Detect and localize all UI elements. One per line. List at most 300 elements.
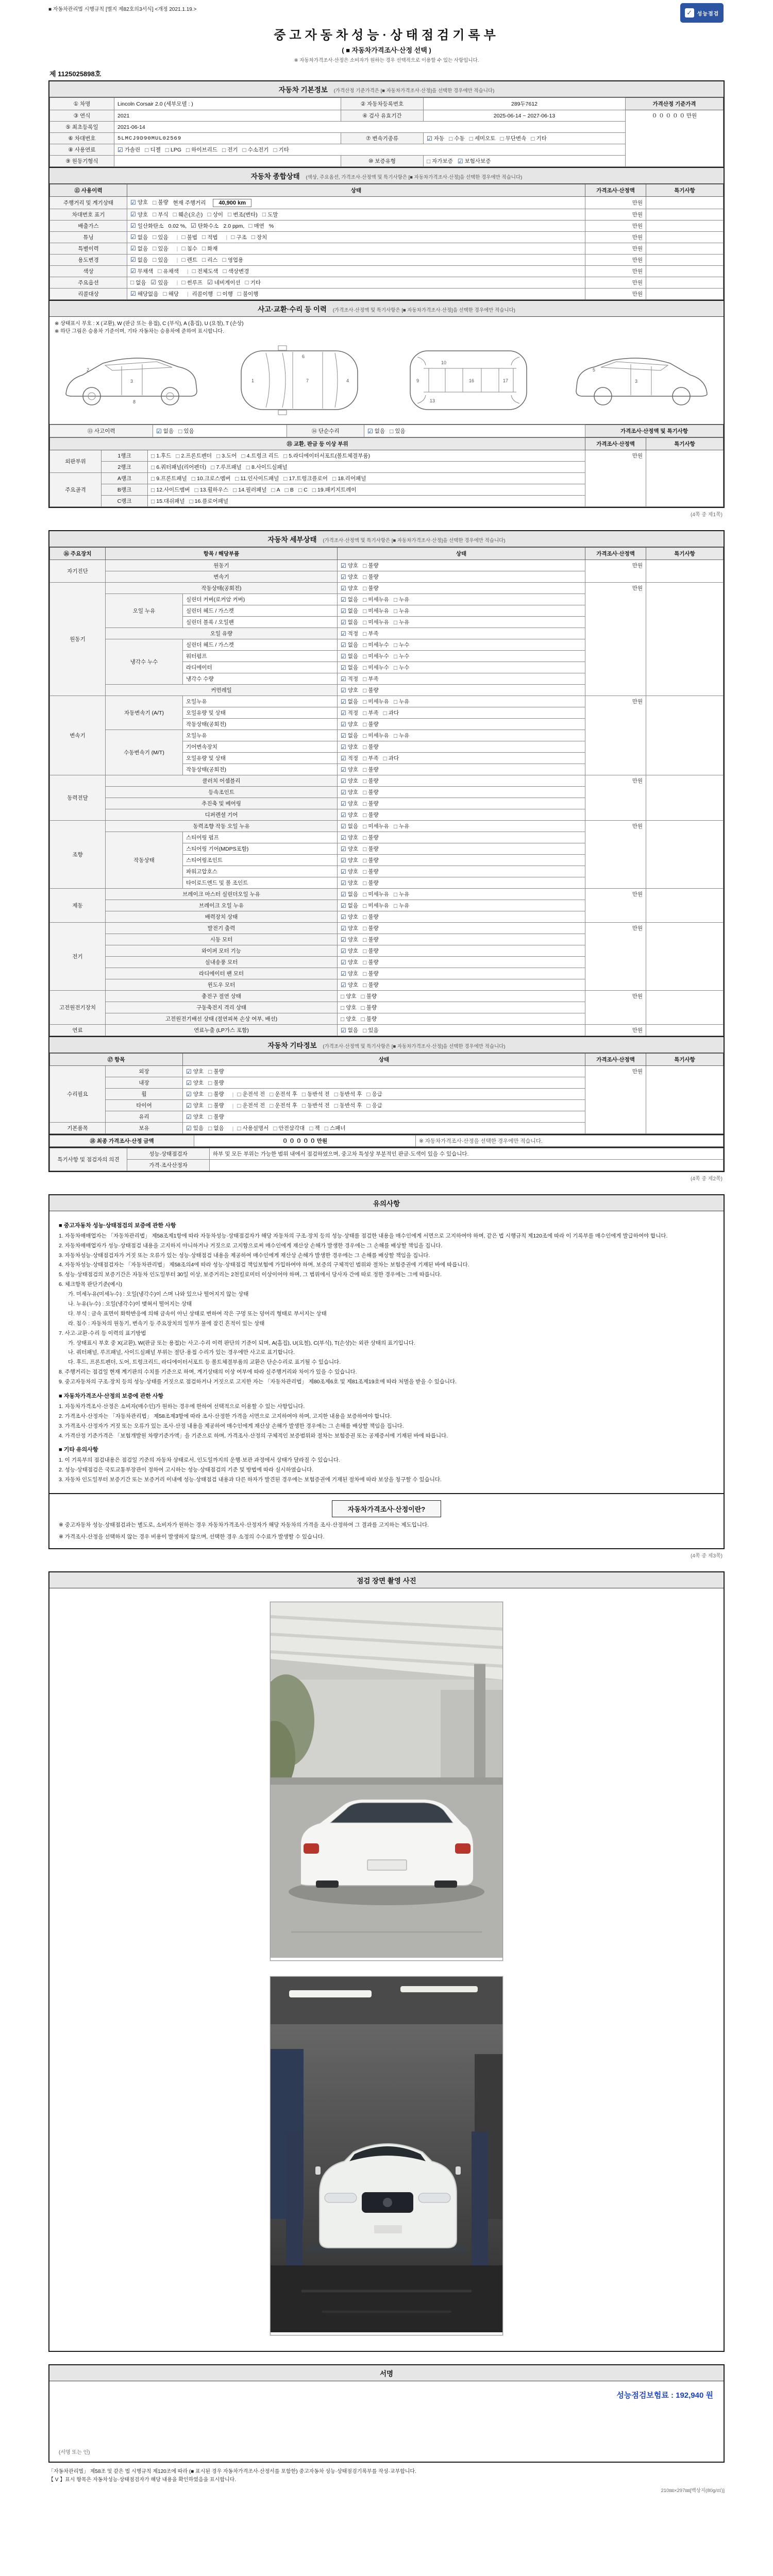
checkbox-label: 리스 (207, 257, 218, 263)
checkbox-option[interactable] (270, 1090, 297, 1098)
checkbox-option[interactable] (189, 497, 228, 505)
unchecked-checkbox-icon: □ (363, 890, 367, 898)
notice-line: 4. 가격산정 기준가격은 「보험개발원 차량기준가액」을 기준으로 하며, 가격조사·산정의 구체적인 보증범위와 절차는 보험증권 또는 공제증서에 기재된 바에 따릅니다. (59, 1432, 448, 1439)
checkbox-option[interactable] (130, 245, 148, 252)
checkbox-option[interactable] (158, 267, 179, 275)
checked-checkbox-icon: ☑ (341, 686, 346, 694)
checkbox-option[interactable] (363, 675, 379, 683)
checkbox-option[interactable] (228, 211, 258, 218)
checkbox-option[interactable] (341, 902, 358, 909)
checkbox-option[interactable] (341, 743, 358, 751)
checkbox-option[interactable] (341, 913, 358, 921)
checkbox-label: 미세누유 (368, 733, 389, 739)
checkbox-label: 적정 (347, 676, 359, 682)
value-cell: 라디에이터 (183, 662, 338, 673)
checkbox-option[interactable] (341, 709, 358, 717)
checkbox-option[interactable] (363, 879, 379, 887)
checkbox-option[interactable] (341, 675, 358, 683)
checkbox-option[interactable] (341, 936, 358, 943)
checkbox-option[interactable] (241, 452, 279, 460)
checkbox-option[interactable] (363, 822, 389, 830)
checkbox-option[interactable] (341, 800, 358, 807)
checkbox-option[interactable] (302, 1090, 330, 1098)
checkbox-option[interactable] (332, 474, 366, 482)
checkbox-option[interactable] (130, 211, 148, 218)
checkbox-option[interactable] (394, 618, 410, 626)
unchecked-checkbox-icon: □ (393, 902, 398, 909)
checkbox-option[interactable] (363, 641, 389, 649)
checkbox-option[interactable] (363, 811, 379, 819)
checkbox-option[interactable] (153, 233, 169, 241)
checked-checkbox-icon: ☑ (341, 596, 346, 603)
checkbox-option[interactable] (130, 222, 163, 230)
notice-line: 다. 부식 : 금속 표면이 화학반응에 의해 금속이 아닌 상태로 변하여 작은 구멍 또는 덩어리 형태로 부서지는 상태 (68, 1310, 327, 1317)
unchecked-checkbox-icon: □ (237, 1090, 241, 1098)
checkbox-option[interactable] (363, 720, 379, 728)
column-header: ⑯ 주요장치 (50, 548, 106, 560)
checkbox-option[interactable] (341, 958, 358, 966)
checkbox-option[interactable] (302, 1101, 330, 1109)
section-subtitle-text: (가격조사·산정액 및 특기사항은 [■ 자동차가격조사·산정]을 선택한 경우에만 적습니다) (323, 1044, 506, 1049)
checkbox-option[interactable] (246, 463, 288, 471)
checkbox-option[interactable] (363, 630, 379, 637)
checkbox-option[interactable] (363, 754, 379, 762)
checkbox-option[interactable] (192, 474, 231, 482)
unchecked-checkbox-icon: □ (227, 211, 232, 218)
value-cell (646, 277, 724, 288)
checkbox-option[interactable] (237, 1090, 265, 1098)
checkbox-option[interactable] (186, 1067, 204, 1075)
checkbox-option[interactable] (334, 1090, 362, 1098)
checkbox-option[interactable] (151, 497, 184, 505)
checkbox-option[interactable] (469, 134, 496, 142)
option-group (127, 265, 585, 277)
checkbox-option[interactable] (341, 1015, 357, 1023)
checkbox-option[interactable] (341, 788, 358, 796)
checkbox-option[interactable] (363, 936, 379, 943)
checkbox-option[interactable] (383, 709, 399, 717)
checkbox-option[interactable] (341, 992, 357, 1000)
checkbox-option[interactable] (130, 198, 148, 206)
unchecked-checkbox-icon: □ (393, 822, 398, 830)
checkbox-option[interactable] (153, 245, 169, 252)
checkbox-option[interactable] (341, 596, 358, 603)
checkbox-label: 있음 (158, 234, 169, 241)
checkbox-option[interactable] (191, 222, 219, 230)
checkbox-label: 불량 (368, 982, 379, 988)
checkbox-option[interactable] (186, 1090, 204, 1098)
checkbox-option[interactable] (390, 427, 406, 435)
section-basic-info (48, 80, 725, 168)
checkbox-option[interactable] (341, 890, 358, 898)
option-group (364, 425, 585, 437)
checkbox-option[interactable] (270, 1101, 297, 1109)
row-label: 외장 (106, 1066, 183, 1077)
checkbox-option[interactable] (186, 1113, 204, 1121)
option-group (338, 1013, 585, 1025)
option-group (183, 1077, 585, 1089)
checkbox-option[interactable] (363, 743, 379, 751)
checkbox-label: 해당 (168, 291, 179, 297)
option-group (338, 707, 585, 719)
checkbox-option[interactable] (361, 1004, 377, 1011)
checkbox-option[interactable] (231, 233, 247, 241)
checkbox-option[interactable] (341, 573, 358, 581)
checkbox-label: 자가보증 (432, 158, 453, 164)
checkbox-option[interactable] (208, 1090, 224, 1098)
checked-checkbox-icon: ☑ (341, 788, 346, 796)
checkbox-option[interactable] (341, 630, 358, 637)
checkbox-option[interactable] (181, 245, 197, 252)
unchecked-checkbox-icon: □ (363, 732, 367, 739)
unchecked-checkbox-icon: □ (393, 652, 398, 660)
checkbox-option[interactable] (363, 958, 379, 966)
checkbox-label: 보험사보증 (464, 158, 491, 164)
checkbox-option[interactable] (367, 427, 385, 435)
unchecked-checkbox-icon: □ (363, 958, 367, 966)
checkbox-option[interactable] (235, 474, 279, 482)
checkbox-option[interactable] (173, 211, 203, 218)
pricing-info-line-2: ※ 가격조사·산정을 선택하지 않는 경우 비용이 발생하지 않으며, 선택한 경우 소정의 수수료가 발생할 수 있습니다. (59, 1534, 325, 1540)
checkbox-option[interactable] (233, 486, 266, 494)
checkbox-option[interactable] (165, 147, 181, 153)
checkbox-option[interactable] (394, 902, 410, 909)
checkbox-label: 없음 (347, 619, 359, 625)
checkbox-option[interactable] (394, 652, 410, 660)
checkbox-option[interactable] (145, 146, 161, 154)
checkbox-option[interactable] (341, 981, 358, 989)
checkbox-option[interactable] (341, 607, 358, 615)
checkbox-option[interactable] (341, 1026, 358, 1034)
checkbox-option[interactable] (363, 698, 389, 705)
checkbox-option[interactable] (130, 256, 148, 264)
section-subtitle-text: (색상, 주요옵션, 가격조사·산정액 및 특기사항은 [■ 자동차가격조사·산정]을 선택한 경우에만 적습니다) (306, 175, 523, 180)
checkbox-option[interactable] (363, 777, 379, 785)
checkbox-option[interactable] (363, 800, 379, 807)
checkbox-option[interactable] (363, 596, 389, 603)
checkbox-option[interactable] (341, 879, 358, 887)
option-group (338, 821, 585, 832)
checkbox-option[interactable] (156, 427, 174, 435)
checkbox-label: 양호 (347, 812, 359, 818)
checkbox-option[interactable] (341, 924, 358, 932)
checkbox-option[interactable] (341, 720, 358, 728)
checkbox-label: 불량 (368, 767, 379, 773)
checkbox-option[interactable] (334, 1101, 362, 1109)
option-group (127, 254, 585, 265)
checkbox-option[interactable] (153, 198, 169, 206)
checkbox-option[interactable] (238, 290, 259, 298)
checkbox-option[interactable] (130, 267, 153, 275)
checkbox-option[interactable] (245, 279, 261, 286)
unchecked-checkbox-icon: □ (363, 811, 367, 819)
checkbox-label: 없음 (347, 699, 359, 705)
checkbox-option[interactable] (363, 913, 379, 921)
checkbox-option[interactable] (186, 1101, 204, 1109)
checkbox-option[interactable] (207, 279, 240, 286)
value-cell: 만원 (585, 209, 646, 220)
checkbox-label: 불량 (368, 971, 379, 977)
option-group (127, 243, 585, 254)
checkbox-option[interactable] (285, 487, 294, 493)
checkbox-option[interactable] (363, 902, 389, 909)
checkbox-option[interactable] (208, 1067, 224, 1075)
svg-text:17: 17 (503, 378, 509, 383)
checkbox-option[interactable] (394, 641, 410, 649)
row-label: 와이퍼 모터 기능 (106, 945, 338, 957)
checkbox-option[interactable] (130, 233, 148, 241)
checkbox-option[interactable] (273, 1124, 305, 1132)
checkbox-option[interactable] (363, 856, 379, 864)
checkbox-option[interactable] (363, 562, 379, 569)
checkbox-option[interactable] (366, 1090, 382, 1098)
checkbox-option[interactable] (181, 256, 197, 264)
basic-info-table (49, 97, 724, 167)
checkbox-option[interactable] (341, 584, 358, 592)
checked-checkbox-icon: ☑ (341, 800, 346, 807)
checkbox-label: 불량 (368, 914, 379, 920)
checkbox-option[interactable] (363, 788, 379, 796)
checked-checkbox-icon: ☑ (186, 1113, 192, 1121)
checkbox-label: 무단변속 (505, 135, 527, 142)
checkbox-option[interactable] (394, 698, 410, 705)
option-group (127, 220, 585, 231)
checkbox-option[interactable] (192, 267, 219, 275)
checkbox-option[interactable] (449, 134, 465, 142)
checkbox-label: 불량 (366, 993, 377, 999)
checkbox-option[interactable] (186, 1124, 204, 1132)
checkbox-option[interactable] (341, 970, 358, 977)
checkbox-option[interactable] (202, 256, 218, 264)
checkbox-option[interactable] (186, 146, 217, 154)
notice-line: 다. 후드, 프론트펜더, 도어, 트렁크리드, 라디에이터서포트 등 볼트체결부품의 교환은 단순수리로 표기될 수 있습니다. (68, 1359, 341, 1366)
unchecked-checkbox-icon: □ (231, 233, 235, 241)
checkbox-option[interactable] (341, 856, 358, 864)
checkbox-option[interactable] (363, 970, 379, 977)
checkbox-option[interactable] (363, 573, 379, 581)
checkbox-option[interactable] (341, 1004, 357, 1011)
checkbox-option[interactable] (341, 868, 358, 875)
unchecked-checkbox-icon: □ (237, 1101, 241, 1109)
checkbox-option[interactable] (178, 427, 194, 435)
checkbox-option[interactable] (363, 709, 379, 717)
row-label: ④ 검사 유효기간 (341, 110, 424, 122)
checkbox-option[interactable] (217, 290, 233, 298)
checkbox-option[interactable] (341, 664, 358, 671)
checkbox-option[interactable] (427, 134, 444, 142)
checkbox-option[interactable] (394, 596, 410, 603)
checked-checkbox-icon: ☑ (341, 652, 346, 660)
checkbox-option[interactable] (341, 641, 358, 649)
checkbox-option[interactable] (151, 452, 171, 460)
checked-checkbox-icon: ☑ (341, 562, 346, 569)
checkbox-option[interactable] (500, 134, 526, 142)
svg-text:13: 13 (430, 398, 435, 403)
checkbox-option[interactable] (222, 146, 238, 154)
checkbox-option[interactable] (181, 233, 197, 241)
checkbox-option[interactable] (363, 664, 389, 671)
checkbox-option[interactable] (248, 222, 264, 230)
checkbox-option[interactable] (363, 766, 379, 773)
checkbox-option[interactable] (153, 256, 169, 264)
unchecked-checkbox-icon: □ (242, 146, 246, 154)
checkbox-label: 과다 (388, 710, 399, 716)
checkbox-option[interactable] (341, 698, 358, 705)
option-group (338, 594, 585, 605)
checkbox-option[interactable] (363, 868, 379, 875)
value-cell (646, 889, 724, 923)
checkbox-option[interactable] (208, 1079, 224, 1087)
row-label: 배출가스 (50, 220, 127, 231)
row-label: 전기 (50, 923, 106, 991)
checkbox-option[interactable] (325, 1124, 346, 1132)
checkbox-option[interactable] (151, 474, 187, 482)
checkbox-option[interactable] (208, 1124, 224, 1132)
checkbox-option[interactable] (394, 664, 410, 671)
checkbox-option[interactable] (222, 256, 243, 264)
checkbox-option[interactable] (130, 290, 158, 298)
checkbox-option[interactable] (309, 1124, 320, 1132)
checkbox-option[interactable] (208, 1101, 224, 1109)
value-cell (646, 209, 724, 220)
checkbox-option[interactable] (181, 279, 203, 286)
section-title-photos (49, 1572, 724, 1588)
row-label: 디퍼렌셜 기어 (106, 809, 338, 821)
checkbox-option[interactable] (283, 452, 370, 460)
section-overall-condition (48, 167, 725, 301)
section-opinion (48, 1147, 725, 1172)
checkbox-option[interactable] (363, 924, 379, 932)
checkbox-option[interactable] (298, 487, 308, 493)
legend-line-1: ※ 상태표시 부호 : X (교환), W (판금 또는 용접), C (부식), A (흠집), U (요철), T (손상) (55, 321, 244, 327)
row-label: 연료누출 (LP가스 포함) (106, 1025, 338, 1036)
checkbox-option[interactable] (195, 486, 228, 494)
checkbox-option[interactable] (341, 777, 358, 785)
checkbox-option[interactable] (458, 157, 491, 165)
checkbox-option[interactable] (341, 754, 358, 762)
value-text: % (268, 223, 274, 229)
option-group (338, 934, 585, 945)
checkbox-option[interactable] (394, 607, 410, 615)
checkbox-option[interactable] (163, 290, 179, 298)
checkbox-option[interactable] (151, 279, 169, 286)
checkbox-option[interactable] (361, 992, 377, 1000)
checkbox-option[interactable] (394, 822, 410, 830)
checkbox-label: 사용설명서 (242, 1125, 269, 1131)
checkbox-option[interactable] (271, 487, 280, 493)
checkbox-option[interactable] (363, 890, 389, 898)
checkbox-option[interactable] (208, 1113, 224, 1121)
checkbox-option[interactable] (202, 245, 218, 252)
checkbox-option[interactable] (361, 1015, 377, 1023)
checkbox-label: 불량 (368, 721, 379, 727)
checkbox-label: 1.후드 (156, 453, 172, 459)
checkbox-label: 없음 (347, 733, 359, 739)
checkbox-option[interactable] (341, 834, 358, 841)
checkbox-option[interactable] (363, 686, 379, 694)
checkbox-option[interactable] (394, 890, 410, 898)
checked-checkbox-icon: ☑ (341, 641, 346, 649)
checkbox-option[interactable] (363, 834, 379, 841)
checkbox-label: 불량 (368, 835, 379, 841)
checkbox-option[interactable] (341, 732, 358, 739)
checkbox-option[interactable] (223, 267, 249, 275)
checkbox-option[interactable] (363, 607, 389, 615)
checkbox-option[interactable] (341, 562, 358, 569)
checkbox-option[interactable] (151, 486, 190, 494)
checked-checkbox-icon: ☑ (341, 970, 346, 977)
checkbox-label: 불량 (368, 937, 379, 943)
checkbox-option[interactable] (243, 146, 269, 154)
checkbox-option[interactable] (237, 1101, 265, 1109)
checkbox-option[interactable] (363, 652, 389, 660)
checkbox-option[interactable] (383, 754, 399, 762)
row-label: B랭크 (102, 484, 148, 496)
checkbox-option[interactable] (186, 1079, 204, 1087)
checkbox-option[interactable] (341, 822, 358, 830)
option-group (183, 1100, 585, 1111)
checkbox-option[interactable] (341, 811, 358, 819)
checkbox-option[interactable] (363, 1026, 379, 1034)
checkbox-label: 양호 (347, 948, 359, 954)
checkbox-option[interactable] (341, 947, 358, 955)
checkbox-option[interactable] (341, 845, 358, 853)
unchecked-checkbox-icon: □ (181, 279, 186, 286)
svg-text:6: 6 (302, 354, 305, 359)
checkbox-option[interactable] (202, 233, 218, 241)
checkbox-option[interactable] (363, 947, 379, 955)
checkbox-option[interactable] (363, 584, 379, 592)
checkbox-option[interactable] (363, 618, 389, 626)
checkbox-option[interactable] (207, 211, 223, 218)
checkbox-option[interactable] (394, 732, 410, 739)
row-label: 윈도우 모터 (106, 979, 338, 991)
checkbox-option[interactable] (273, 146, 289, 154)
checkbox-option[interactable] (363, 981, 379, 989)
notice-line: 3. 자동차 인도일부터 보증기간 또는 보증거리 이내에 성능·상태점검 내용과 다른 하자가 발견된 경우에는 보험증권에 기재된 절차에 따라 보상을 청구할 수 있습니다. (59, 1476, 442, 1483)
checked-checkbox-icon: ☑ (341, 890, 346, 898)
checkbox-option[interactable] (251, 233, 267, 241)
checkbox-option[interactable] (363, 845, 379, 853)
checkbox-option[interactable] (262, 211, 278, 218)
checkbox-option[interactable] (341, 618, 358, 626)
checkbox-option[interactable] (211, 463, 242, 471)
row-label: 등속조인트 (106, 787, 338, 798)
checkbox-option[interactable] (216, 452, 237, 460)
checkbox-option[interactable] (312, 486, 357, 494)
checkbox-option[interactable] (130, 279, 146, 286)
checkbox-option[interactable] (283, 474, 328, 482)
checkbox-option[interactable] (363, 732, 389, 739)
column-header: 상태 (338, 548, 585, 560)
checkbox-label: 양호 (347, 767, 359, 773)
checkbox-option[interactable] (153, 211, 169, 218)
checkbox-option[interactable] (151, 463, 206, 471)
checkbox-label: 양호 (137, 199, 148, 206)
checkbox-option[interactable] (341, 652, 358, 660)
checkbox-option[interactable] (341, 766, 358, 773)
checkbox-option[interactable] (366, 1101, 382, 1109)
pricing-info-button[interactable]: 자동차가격조사·산정이란? (332, 1500, 441, 1517)
checkbox-label: 가솔린 (124, 147, 141, 153)
notice-line: 1. 이 기록부의 점검내용은 점검일 기준의 자동차 상태로서, 인도일까지의 운행·보관 과정에서 상태가 달라질 수 있습니다. (59, 1457, 340, 1464)
checkbox-option[interactable] (427, 157, 453, 165)
checkbox-option[interactable] (237, 1124, 268, 1132)
checkbox-option[interactable] (531, 134, 547, 142)
checkbox-option[interactable] (176, 452, 212, 460)
checkbox-option[interactable] (341, 686, 358, 694)
checkbox-option[interactable] (117, 146, 140, 154)
